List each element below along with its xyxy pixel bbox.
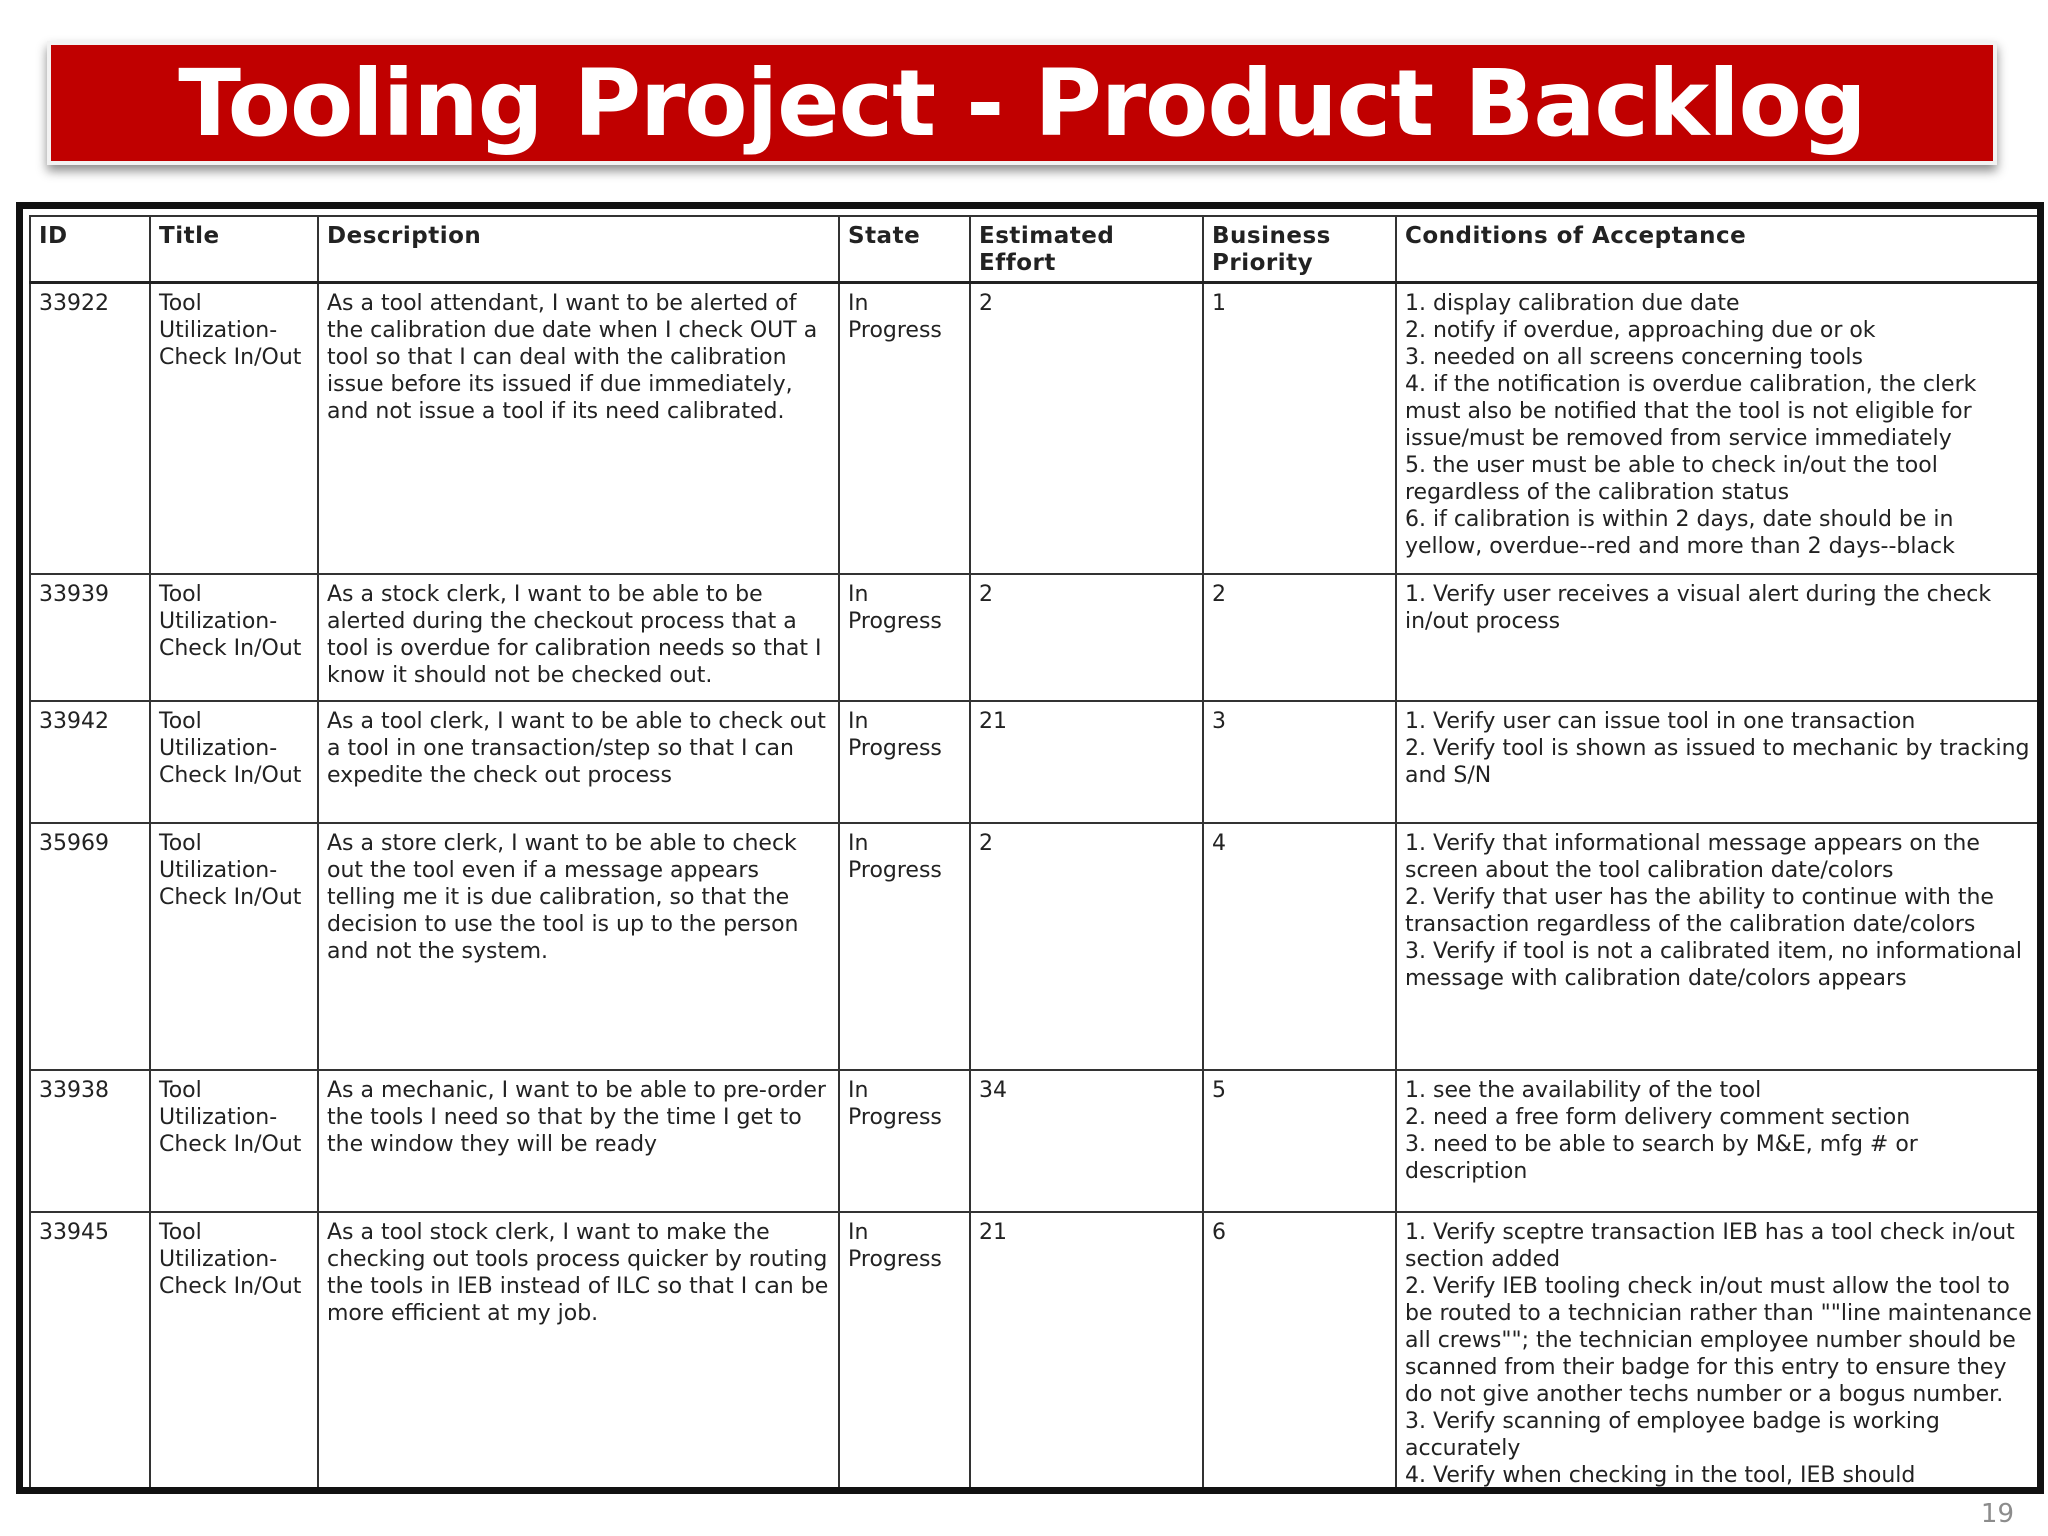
cell-id: 33938: [30, 1070, 150, 1212]
acceptance-condition: 3. Verify if tool is not a calibrated item, no informational message with calibration date/colors appears: [1405, 938, 2023, 991]
acceptance-condition: 1. display calibration due date: [1405, 291, 1740, 316]
cell-state: In Progress: [839, 1070, 970, 1212]
cell-state: In Progress: [839, 574, 970, 701]
acceptance-condition: 3. need to be able to search by M&E, mfg # or description: [1405, 1131, 1918, 1184]
cell-state: In Progress: [839, 283, 970, 574]
cell-description: As a store clerk, I want to be able to check out the tool even if a message appears telling me it is due calibration, so that the decision to use the tool is up to the person and not the system.: [318, 823, 839, 1070]
header-business-priority: Business Priority: [1203, 216, 1396, 283]
cell-id: 35969: [30, 823, 150, 1070]
cell-id: 33922: [30, 283, 150, 574]
acceptance-condition: 3. needed on all screens concerning tools: [1405, 345, 1864, 370]
cell-state: In Progress: [839, 823, 970, 1070]
cell-estimated-effort: 2: [970, 823, 1203, 1070]
cell-description: As a stock clerk, I want to be able to be alerted during the checkout process that a tool is overdue for calibration needs so that I know it should not be checked out.: [318, 574, 839, 701]
cell-title: Tool Utilization- Check In/Out: [150, 1212, 318, 1495]
cell-title: Tool Utilization- Check In/Out: [150, 574, 318, 701]
table-row: [30, 574, 2044, 701]
table-body: [30, 283, 2044, 1495]
cell-id: 33945: [30, 1212, 150, 1495]
cell-id: 33942: [30, 701, 150, 823]
acceptance-condition: 1. Verify sceptre transaction IEB has a tool check in/out section added: [1405, 1219, 2015, 1272]
cell-description: As a tool stock clerk, I want to make the checking out tools process quicker by routing the tools in IEB instead of ILC so that I can be more efficient at my job.: [318, 1212, 839, 1495]
table-row: [30, 1212, 2044, 1495]
acceptance-condition: 1. Verify user receives a visual alert during the check in/out process: [1405, 581, 1992, 634]
cell-conditions-of-acceptance: [1396, 823, 2044, 1070]
cell-business-priority: 2: [1203, 574, 1396, 701]
cell-description: As a tool clerk, I want to be able to check out a tool in one transaction/step so that I can expedite the check out process: [318, 701, 839, 823]
cell-state: In Progress: [839, 701, 970, 823]
cell-description: As a mechanic, I want to be able to pre-order the tools I need so that by the time I get to the window they will be ready: [318, 1070, 839, 1212]
acceptance-condition: 4. if the notification is overdue calibration, the clerk must also be notified that the tool is not eligible for issue/must be removed from service immediately: [1405, 372, 1977, 451]
acceptance-condition: 1. Verify user can issue tool in one transaction: [1405, 708, 1916, 734]
backlog-table: [29, 215, 2044, 1494]
cell-business-priority: 3: [1203, 701, 1396, 823]
table-row: [30, 823, 2044, 1070]
cell-estimated-effort: 34: [970, 1070, 1203, 1212]
cell-estimated-effort: 21: [970, 1212, 1203, 1495]
cell-business-priority: 1: [1203, 283, 1396, 574]
acceptance-condition: 1. see the availability of the tool: [1405, 1077, 1762, 1103]
cell-conditions-of-acceptance: [1396, 1070, 2044, 1212]
table-row: [30, 701, 2044, 823]
cell-title: Tool Utilization- Check In/Out: [150, 823, 318, 1070]
table-header-row: [30, 216, 2044, 283]
backlog-table-frame: [16, 202, 2044, 1494]
acceptance-condition: 4. Verify when checking in the tool, IEB should: [1405, 1462, 1916, 1488]
acceptance-condition: 5. the user must be able to check in/out the tool regardless of the calibration status: [1405, 453, 1938, 505]
slide-title: Tooling Project - Product Backlog: [178, 49, 1866, 157]
title-banner: [47, 41, 1997, 165]
cell-estimated-effort: 2: [970, 574, 1203, 701]
header-title: Title: [150, 216, 318, 283]
cell-title: Tool Utilization- Check In/Out: [150, 701, 318, 823]
header-id: ID: [30, 216, 150, 283]
table-row: [30, 1070, 2044, 1212]
acceptance-condition: 2. Verify tool is shown as issued to mechanic by tracking and S/N: [1405, 735, 2030, 788]
header-estimated-effort: Estimated Effort: [970, 216, 1203, 283]
acceptance-condition: 6. if calibration is within 2 days, date should be in yellow, overdue--red and more than 2 days--black: [1405, 507, 1955, 559]
acceptance-condition: 2. notify if overdue, approaching due or ok: [1405, 318, 1876, 343]
cell-state: In Progress: [839, 1212, 970, 1495]
cell-business-priority: 4: [1203, 823, 1396, 1070]
cell-title: Tool Utilization- Check In/Out: [150, 1070, 318, 1212]
acceptance-condition: 2. Verify IEB tooling check in/out must allow the tool to be routed to a technician rather than ""line maintenance all crews""; the technician employee number should be scanned from their badge for this entry to ensure they do not give another techs number or a bogus number.: [1405, 1273, 2032, 1407]
acceptance-condition: 2. Verify that user has the ability to continue with the transaction regardless of the calibration date/colors: [1405, 884, 1994, 937]
cell-title: Tool Utilization- Check In/Out: [150, 283, 318, 574]
cell-business-priority: 5: [1203, 1070, 1396, 1212]
cell-conditions-of-acceptance: [1396, 1212, 2044, 1495]
cell-id: 33939: [30, 574, 150, 701]
header-conditions-of-acceptance: Conditions of Acceptance: [1396, 216, 2044, 283]
cell-conditions-of-acceptance: [1396, 574, 2044, 701]
cell-estimated-effort: 21: [970, 701, 1203, 823]
cell-estimated-effort: 2: [970, 283, 1203, 574]
table-row: [30, 283, 2044, 574]
page-number: 19: [1980, 1499, 2014, 1529]
header-state: State: [839, 216, 970, 283]
cell-conditions-of-acceptance: [1396, 283, 2044, 574]
header-description: Description: [318, 216, 839, 283]
acceptance-condition: 3. Verify scanning of employee badge is working accurately: [1405, 1408, 1940, 1461]
cell-conditions-of-acceptance: [1396, 701, 2044, 823]
cell-description: As a tool attendant, I want to be alerted of the calibration due date when I check OUT a tool so that I can deal with the calibration issue before its issued if due immediately, and not issue a tool if its need calibrated.: [318, 283, 839, 574]
acceptance-condition: 2. need a free form delivery comment section: [1405, 1104, 1911, 1130]
acceptance-condition: 1. Verify that informational message appears on the screen about the tool calibration date/colors: [1405, 830, 1980, 883]
cell-business-priority: 6: [1203, 1212, 1396, 1495]
